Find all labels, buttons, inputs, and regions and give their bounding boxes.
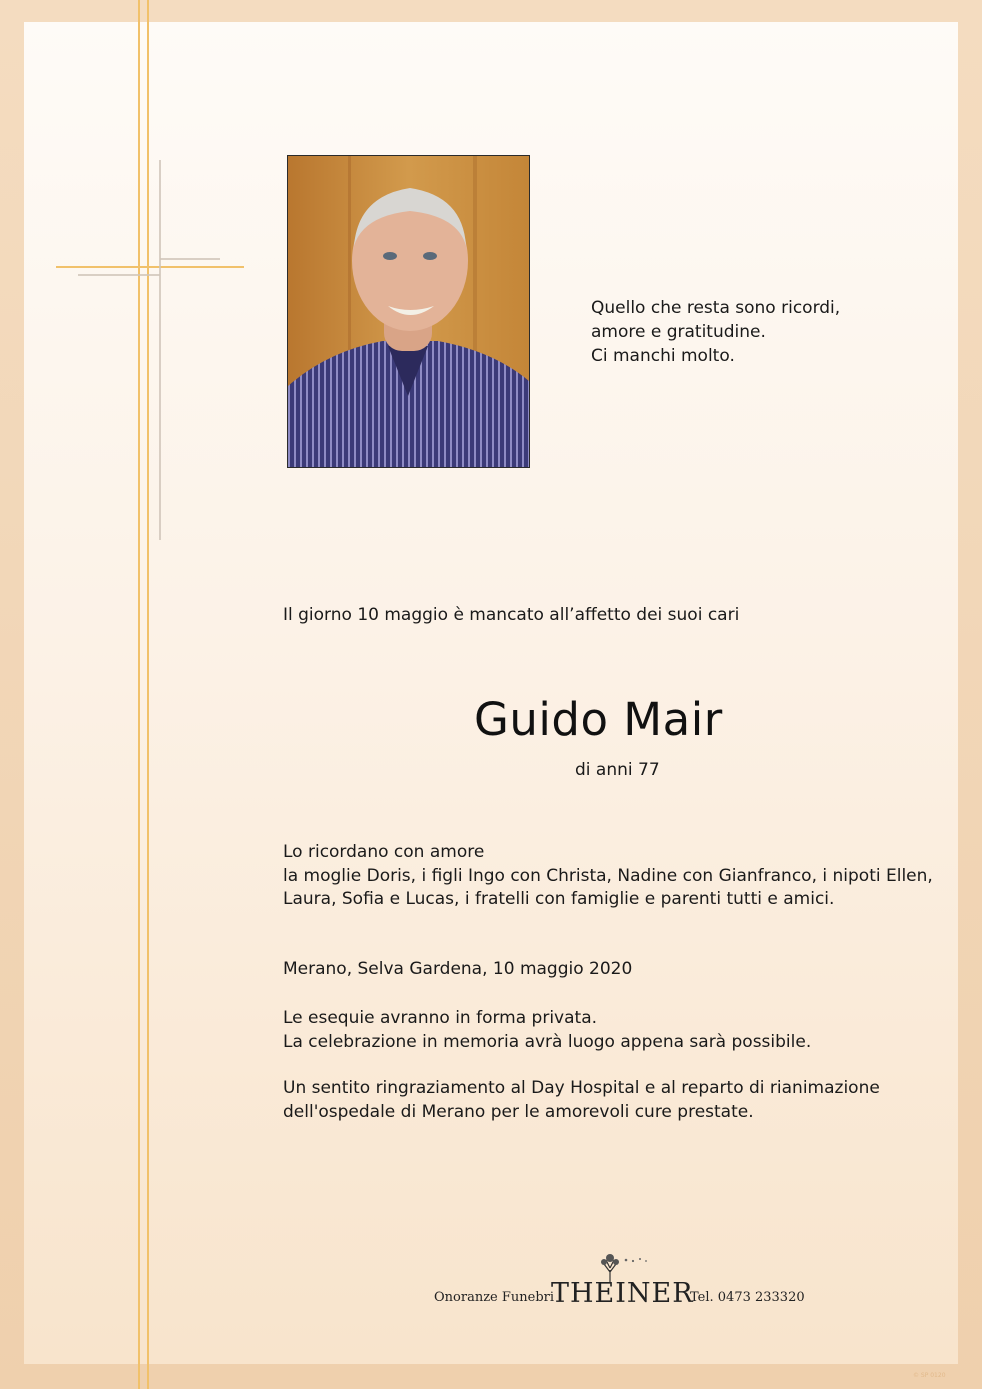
- announcement-intro: Il giorno 10 maggio è mancato all’affetto dei suoi cari: [283, 605, 740, 625]
- funeral-home-phone: Tel. 0473 233320: [690, 1290, 805, 1305]
- quote-line: Quello che resta sono ricordi,: [591, 298, 841, 318]
- funeral-line: Le esequie avranno in forma privata.: [283, 1008, 598, 1028]
- funeral-info: [283, 1007, 811, 1054]
- remembered-line: Laura, Sofia e Lucas, i fratelli con famiglie e parenti tutti e amici.: [283, 889, 835, 909]
- remembered-by: [283, 841, 933, 912]
- funeral-home-prefix: Onoranze Funebri: [434, 1290, 555, 1305]
- copyright-mark: © SP 0120: [913, 1372, 946, 1379]
- remembered-line: la moglie Doris, i figli Ingo con Christa, Nadine con Gianfranco, i nipoti Ellen,: [283, 865, 933, 886]
- funeral-line: La celebrazione in memoria avrà luogo appena sarà possibile.: [283, 1031, 812, 1052]
- memorial-quote: [591, 296, 840, 368]
- deceased-age: di anni 77: [575, 760, 660, 780]
- remembered-line: Lo ricordano con amore: [283, 842, 485, 862]
- thanks-line: dell'ospedale di Merano per le amorevoli cure prestate.: [283, 1101, 754, 1122]
- quote-line: amore e gratitudine.: [591, 322, 766, 342]
- funeral-home-brand: THEINER: [551, 1278, 694, 1309]
- place-date: Merano, Selva Gardena, 10 maggio 2020: [283, 959, 633, 979]
- portrait-photo: [287, 155, 530, 468]
- deceased-name: Guido Mair: [474, 693, 723, 746]
- thanks-line: Un sentito ringraziamento al Day Hospital e al reparto di rianimazione: [283, 1078, 880, 1098]
- quote-line: Ci manchi molto.: [591, 346, 735, 366]
- thanks-note: [283, 1077, 880, 1124]
